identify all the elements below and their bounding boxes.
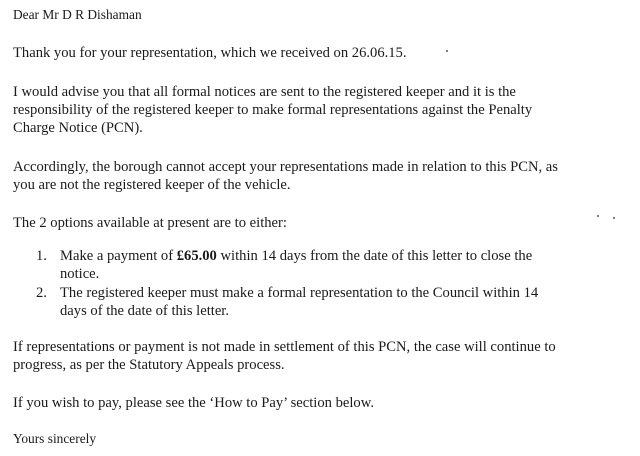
paragraph-consequence-line-1: If representations or payment is not made in settlement of this PCN, the case will continue to [13, 339, 556, 355]
scan-speck [446, 50, 448, 52]
option-2-line-2: days of the date of this letter. [60, 303, 229, 319]
paragraph-thanks: Thank you for your representation, which we received on 26.06.15. [13, 45, 407, 61]
paragraph-advice-line-1: I would advise you that all formal notices are sent to the registered keeper and it is the [13, 84, 516, 100]
option-1-text-post: within 14 days from the date of this letter to close the [216, 248, 533, 264]
letter-greeting: Dear Mr D R Dishaman [13, 7, 142, 22]
scan-speck [613, 217, 615, 219]
paragraph-advice-line-2: responsibility of the registered keeper to make formal representations against the Penalty [13, 102, 533, 118]
options-intro: The 2 options available at present are to either: [13, 215, 287, 231]
option-1-line-2: notice. [60, 266, 100, 282]
option-1-text-pre: Make a payment of [60, 248, 177, 264]
paragraph-accordingly-line-2: you are not the registered keeper of the vehicle. [13, 177, 291, 193]
letter-closing: Yours sincerely [13, 431, 97, 446]
paragraph-advice-line-3: Charge Notice (PCN). [13, 120, 143, 136]
option-2-line-1: The registered keeper must make a formal representation to the Council within 14 [60, 285, 539, 301]
option-1-line-1 [60, 247, 532, 265]
option-1-number: 1. [36, 248, 47, 264]
scan-speck [597, 215, 599, 217]
paragraph-how-to-pay: If you wish to pay, please see the ‘How to Pay’ section below. [13, 395, 374, 411]
payment-amount: £65.00 [176, 248, 217, 264]
paragraph-accordingly-line-1: Accordingly, the borough cannot accept your representations made in relation to this PCN, as [13, 159, 558, 175]
paragraph-consequence-line-2: progress, as per the Statutory Appeals process. [13, 357, 285, 373]
option-2-number: 2. [36, 285, 47, 301]
